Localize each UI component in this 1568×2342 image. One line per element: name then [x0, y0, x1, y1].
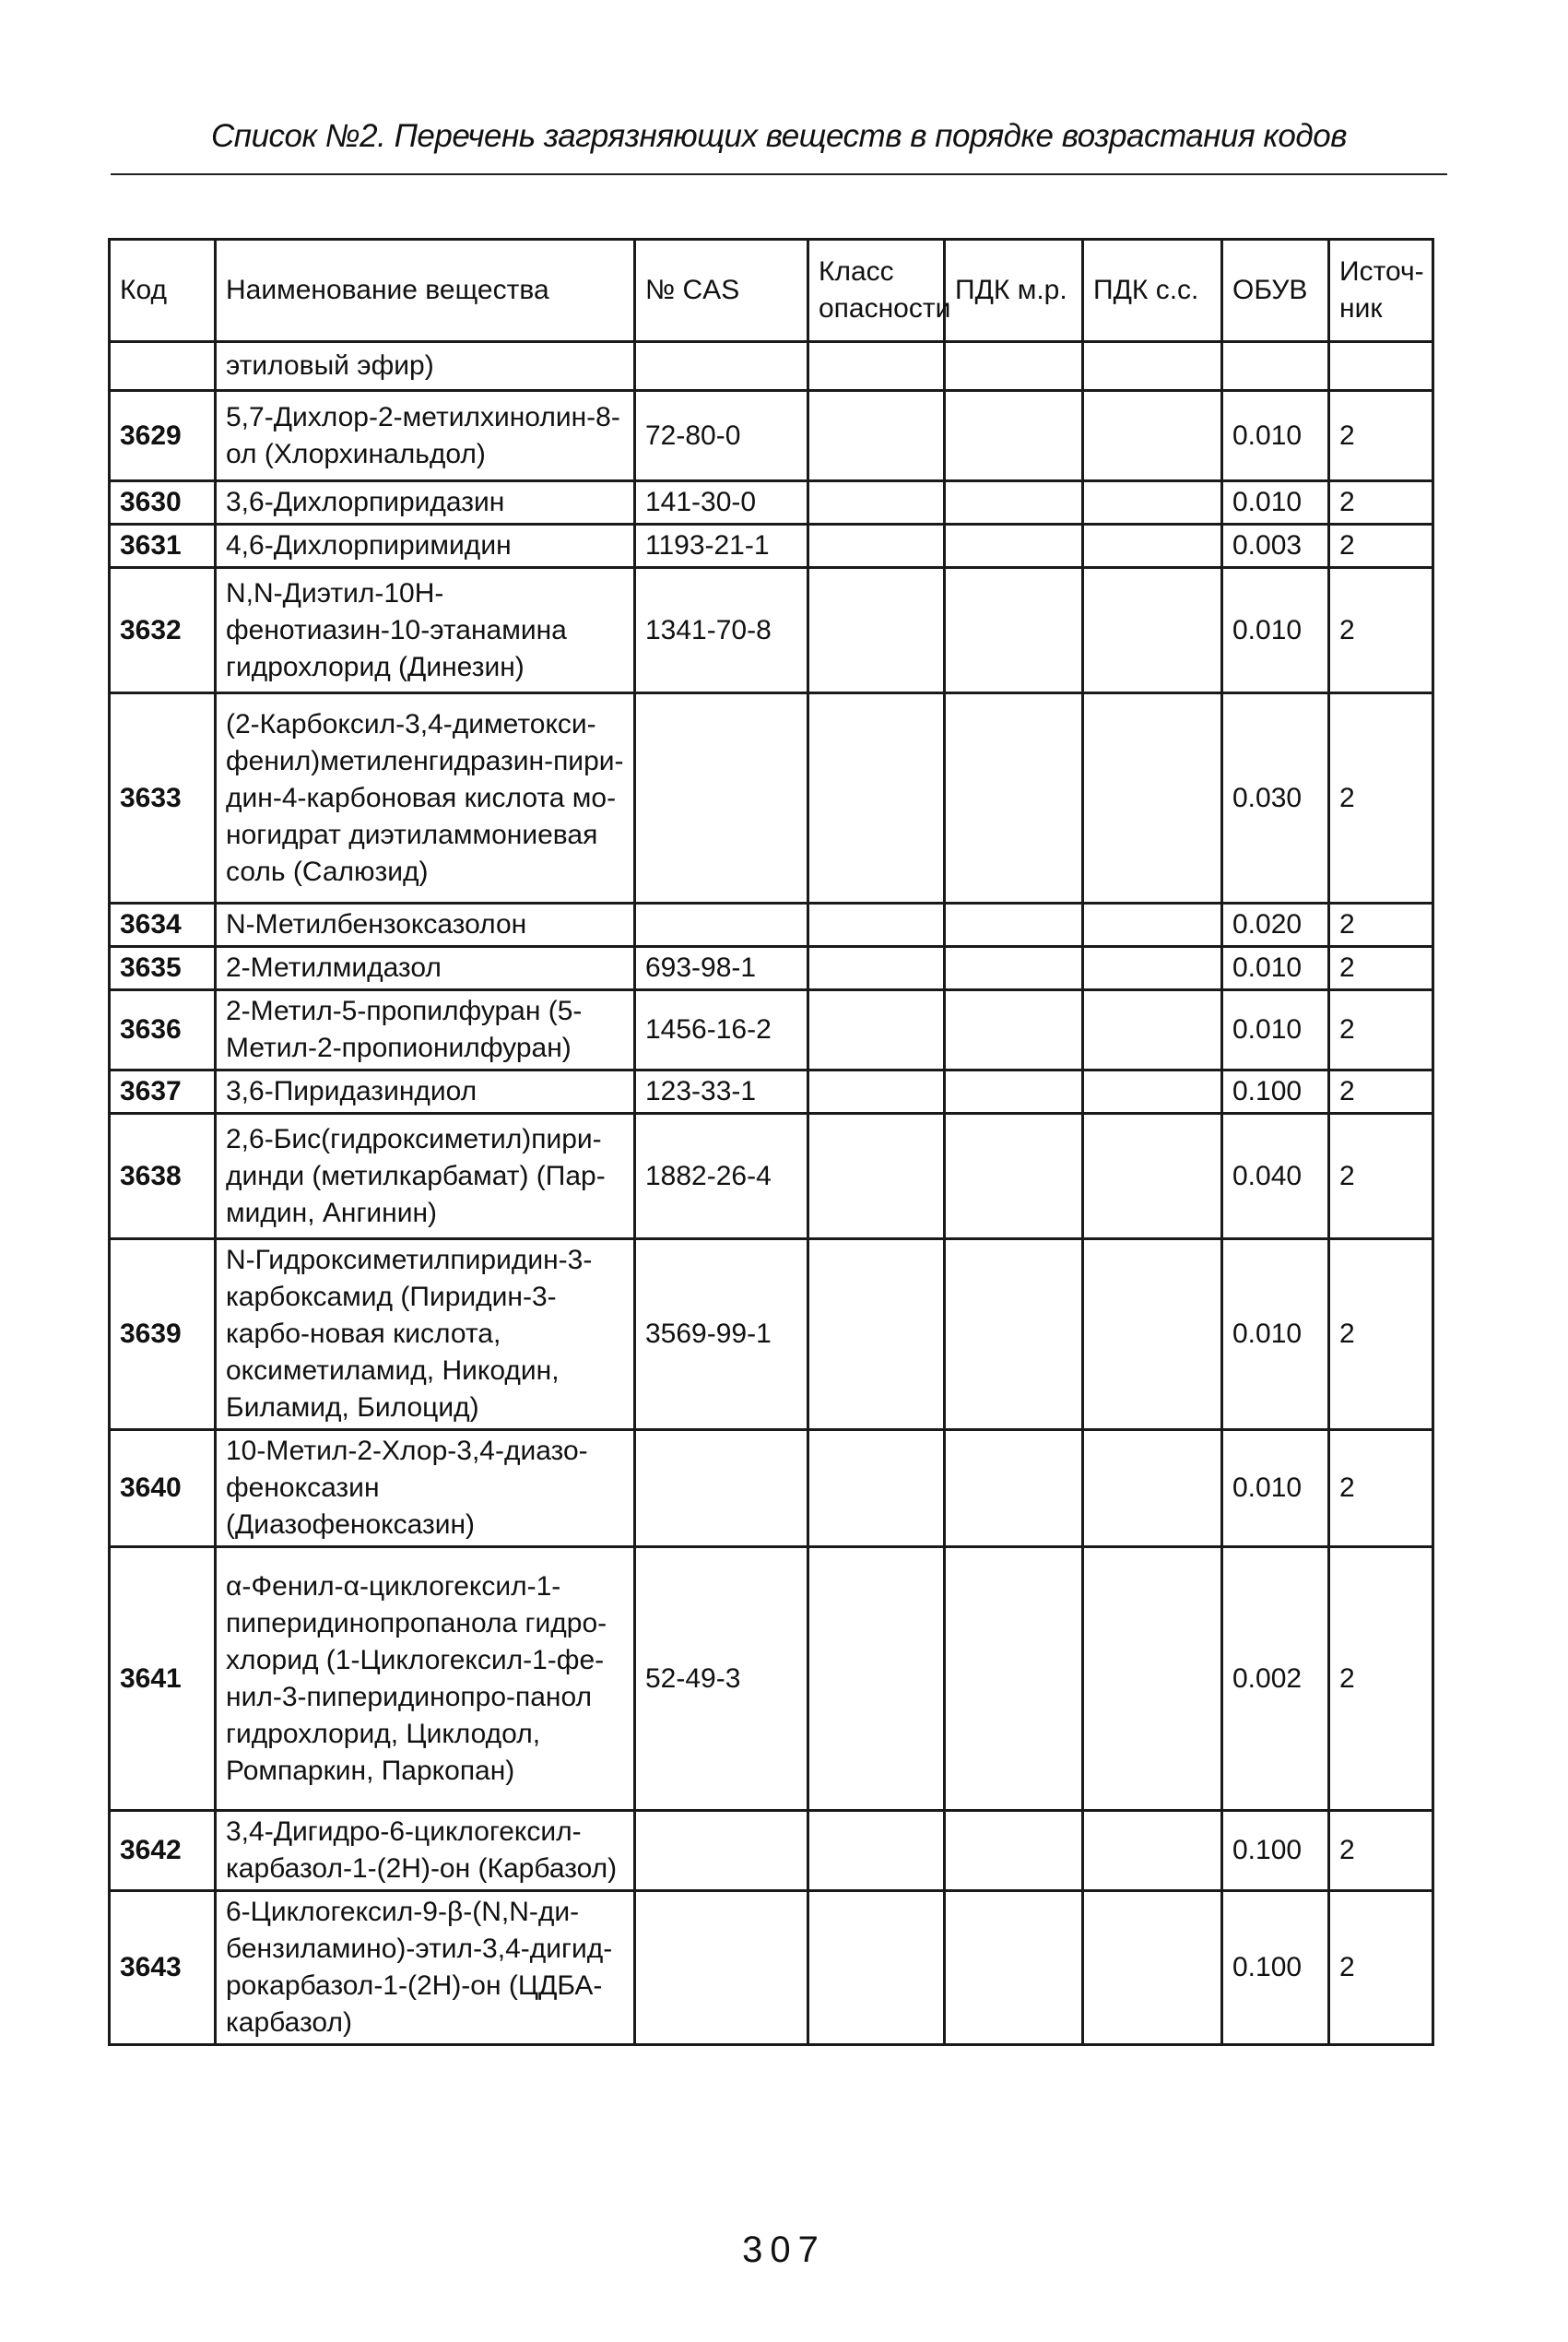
cell-pdk-ss [1083, 1430, 1222, 1547]
col-header-pdk-ss: ПДК с.с. [1083, 240, 1222, 342]
cell-pdk-ss [1083, 1070, 1222, 1114]
cell-cas [635, 1891, 808, 2045]
table-header-row [110, 240, 1433, 342]
cell-code: 3636 [110, 990, 216, 1070]
cell-pdk-ss [1083, 1891, 1222, 2045]
cell-obuv: 0.003 [1222, 525, 1329, 568]
cell-source: 2 [1329, 990, 1433, 1070]
cell-cas: 72-80-0 [635, 391, 808, 481]
cell-source: 2 [1329, 693, 1433, 904]
cell-pdk-ss [1083, 342, 1222, 391]
cell-pdk-ss [1083, 693, 1222, 904]
cell-name: N-Гидроксиметилпиридин-3-карбоксамид (Пиридин-3-карбо-новая кислота, оксиметиламид, Никодин, Биламид, Билоцид) [216, 1239, 635, 1430]
cell-source: 2 [1329, 568, 1433, 693]
cell-pdk-mr [945, 947, 1083, 990]
cell-hazard-class [808, 1114, 945, 1239]
cell-pdk-mr [945, 1070, 1083, 1114]
cell-hazard-class [808, 904, 945, 947]
cell-code: 3634 [110, 904, 216, 947]
table-row [110, 1811, 1433, 1891]
cell-name: 2,6-Бис(гидроксиметил)пири-динди (метилкарбамат) (Пар-мидин, Ангинин) [216, 1114, 635, 1239]
cell-hazard-class [808, 391, 945, 481]
cell-source: 2 [1329, 1547, 1433, 1811]
cell-hazard-class [808, 1811, 945, 1891]
cell-pdk-mr [945, 990, 1083, 1070]
cell-cas [635, 1430, 808, 1547]
cell-obuv: 0.010 [1222, 568, 1329, 693]
cell-source: 2 [1329, 1891, 1433, 2045]
table-row [110, 1547, 1433, 1811]
cell-pdk-mr [945, 342, 1083, 391]
cell-cas [635, 904, 808, 947]
cell-hazard-class [808, 568, 945, 693]
cell-source: 2 [1329, 525, 1433, 568]
cell-hazard-class [808, 990, 945, 1070]
table-row [110, 904, 1433, 947]
cell-code: 3631 [110, 525, 216, 568]
cell-pdk-ss [1083, 391, 1222, 481]
cell-obuv: 0.040 [1222, 1114, 1329, 1239]
table-row [110, 1070, 1433, 1114]
cell-hazard-class [808, 481, 945, 525]
page-header: Список №2. Перечень загрязняющих веществ в порядке возрастания кодов [211, 118, 1347, 154]
cell-name: N,N-Диэтил-10H-фенотиазин-10-этанамина гидрохлорид (Динезин) [216, 568, 635, 693]
cell-cas: 693-98-1 [635, 947, 808, 990]
cell-source: 2 [1329, 1070, 1433, 1114]
cell-name: 3,6-Пиридазиндиол [216, 1070, 635, 1114]
cell-code: 3643 [110, 1891, 216, 2045]
table-body [110, 342, 1433, 2045]
cell-cas: 123-33-1 [635, 1070, 808, 1114]
cell-name: 5,7-Дихлор-2-метилхинолин-8-ол (Хлорхинальдол) [216, 391, 635, 481]
table-row [110, 1114, 1433, 1239]
cell-hazard-class [808, 947, 945, 990]
table-row [110, 1239, 1433, 1430]
cell-pdk-ss [1083, 1239, 1222, 1430]
cell-name: 4,6-Дихлорпиримидин [216, 525, 635, 568]
cell-obuv: 0.100 [1222, 1811, 1329, 1891]
cell-name: (2-Карбоксил-3,4-диметокси-фенил)метиленгидразин-пири-дин-4-карбоновая кислота мо-ногидрат диэтиламмониевая соль (Салюзид) [216, 693, 635, 904]
cell-code: 3632 [110, 568, 216, 693]
cell-source: 2 [1329, 1811, 1433, 1891]
cell-pdk-ss [1083, 525, 1222, 568]
table-row [110, 693, 1433, 904]
cell-pdk-mr [945, 1811, 1083, 1891]
cell-obuv: 0.010 [1222, 990, 1329, 1070]
continuation-row [110, 342, 1433, 391]
cell-source: 2 [1329, 1114, 1433, 1239]
cell-name: 3,6-Дихлорпиридазин [216, 481, 635, 525]
cell-obuv: 0.002 [1222, 1547, 1329, 1811]
cell-cas: 52-49-3 [635, 1547, 808, 1811]
cell-name: N-Метилбензоксазолон [216, 904, 635, 947]
cell-obuv: 0.100 [1222, 1891, 1329, 2045]
cell-pdk-ss [1083, 990, 1222, 1070]
cell-pdk-ss [1083, 1811, 1222, 1891]
cell-code: 3641 [110, 1547, 216, 1811]
cell-name: 2-Метилмидазол [216, 947, 635, 990]
cell-obuv [1222, 342, 1329, 391]
cell-obuv: 0.010 [1222, 1239, 1329, 1430]
cell-name: α-Фенил-α-циклогексил-1-пиперидинопропанола гидро-хлорид (1-Циклогексил-1-фе-нил-3-пиперидинопро-панол гидрохлорид, Циклодол, Ромпаркин, Паркопан) [216, 1547, 635, 1811]
cell-obuv: 0.010 [1222, 481, 1329, 525]
col-header-name: Наименование вещества [216, 240, 635, 342]
cell-pdk-mr [945, 1547, 1083, 1811]
cell-hazard-class [808, 1239, 945, 1430]
table-row [110, 391, 1433, 481]
cell-hazard-class [808, 693, 945, 904]
cell-pdk-mr [945, 1891, 1083, 2045]
col-header-code: Код [110, 240, 216, 342]
cell-source [1329, 342, 1433, 391]
cell-hazard-class [808, 342, 945, 391]
cell-cas: 1456-16-2 [635, 990, 808, 1070]
cell-pdk-ss [1083, 568, 1222, 693]
cell-cas: 1882-26-4 [635, 1114, 808, 1239]
cell-hazard-class [808, 1891, 945, 2045]
page-number: 307 [742, 2230, 826, 2270]
cell-cas [635, 1811, 808, 1891]
col-header-hazard-class: Класс опасности [808, 240, 945, 342]
cell-cas [635, 693, 808, 904]
cell-obuv: 0.100 [1222, 1070, 1329, 1114]
cell-hazard-class [808, 1547, 945, 1811]
table-row [110, 525, 1433, 568]
cell-obuv: 0.010 [1222, 1430, 1329, 1547]
cell-name: 10-Метил-2-Хлор-3,4-диазо-феноксазин (Диазофеноксазин) [216, 1430, 635, 1547]
cell-pdk-mr [945, 693, 1083, 904]
cell-pdk-mr [945, 391, 1083, 481]
cell-source: 2 [1329, 1430, 1433, 1547]
cell-pdk-mr [945, 904, 1083, 947]
cell-code [110, 342, 216, 391]
table-row [110, 947, 1433, 990]
cell-obuv: 0.030 [1222, 693, 1329, 904]
table-row [110, 990, 1433, 1070]
cell-code: 3629 [110, 391, 216, 481]
cell-code: 3637 [110, 1070, 216, 1114]
table-row [110, 1430, 1433, 1547]
cell-name: этиловый эфир) [216, 342, 635, 391]
cell-cas: 1193-21-1 [635, 525, 808, 568]
header-rule [111, 173, 1447, 175]
cell-pdk-ss [1083, 481, 1222, 525]
cell-hazard-class [808, 525, 945, 568]
cell-cas [635, 342, 808, 391]
cell-pdk-ss [1083, 1547, 1222, 1811]
cell-pdk-mr [945, 568, 1083, 693]
col-header-obuv: ОБУВ [1222, 240, 1329, 342]
cell-code: 3642 [110, 1811, 216, 1891]
cell-code: 3633 [110, 693, 216, 904]
cell-code: 3639 [110, 1239, 216, 1430]
cell-code: 3640 [110, 1430, 216, 1547]
cell-code: 3630 [110, 481, 216, 525]
col-header-pdk-mr: ПДК м.р. [945, 240, 1083, 342]
cell-pdk-ss [1083, 904, 1222, 947]
cell-name: 3,4-Дигидро-6-циклогексил-карбазол-1-(2H)-он (Карбазол) [216, 1811, 635, 1891]
cell-source: 2 [1329, 904, 1433, 947]
cell-obuv: 0.010 [1222, 391, 1329, 481]
cell-pdk-mr [945, 481, 1083, 525]
cell-obuv: 0.010 [1222, 947, 1329, 990]
cell-obuv: 0.020 [1222, 904, 1329, 947]
cell-cas: 141-30-0 [635, 481, 808, 525]
cell-hazard-class [808, 1430, 945, 1547]
cell-source: 2 [1329, 1239, 1433, 1430]
cell-code: 3635 [110, 947, 216, 990]
table-row [110, 1891, 1433, 2045]
substances-table [108, 238, 1434, 2046]
cell-cas: 1341-70-8 [635, 568, 808, 693]
cell-pdk-ss [1083, 947, 1222, 990]
cell-pdk-mr [945, 1114, 1083, 1239]
table-row [110, 481, 1433, 525]
cell-code: 3638 [110, 1114, 216, 1239]
cell-source: 2 [1329, 947, 1433, 990]
col-header-cas: № CAS [635, 240, 808, 342]
col-header-source: Источ-ник [1329, 240, 1433, 342]
cell-pdk-ss [1083, 1114, 1222, 1239]
cell-pdk-mr [945, 525, 1083, 568]
cell-name: 6-Циклогексил-9-β-(N,N-ди-бензиламино)-этил-3,4-дигид-рокарбазол-1-(2H)-он (ЦДБА-карбазол) [216, 1891, 635, 2045]
cell-source: 2 [1329, 391, 1433, 481]
cell-source: 2 [1329, 481, 1433, 525]
table-row [110, 568, 1433, 693]
cell-cas: 3569-99-1 [635, 1239, 808, 1430]
cell-pdk-mr [945, 1430, 1083, 1547]
cell-name: 2-Метил-5-пропилфуран (5-Метил-2-пропионилфуран) [216, 990, 635, 1070]
cell-pdk-mr [945, 1239, 1083, 1430]
cell-hazard-class [808, 1070, 945, 1114]
